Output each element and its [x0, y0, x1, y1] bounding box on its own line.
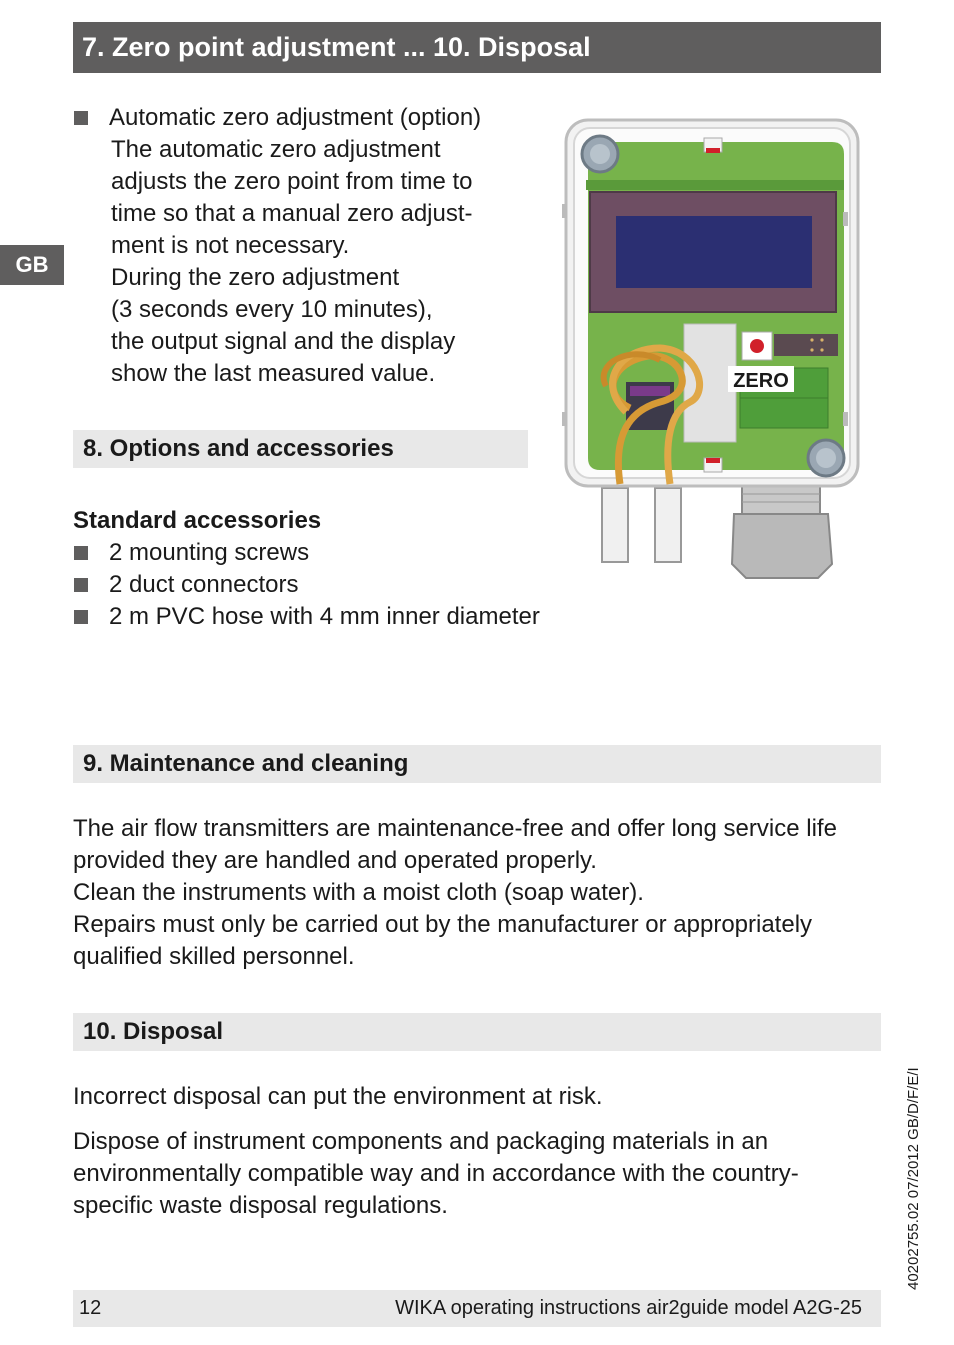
maintenance-line: The air flow transmitters are maintenance-free and offer long service life: [73, 815, 837, 842]
section-8-heading: 8. Options and accessories: [73, 430, 528, 468]
maintenance-line: Repairs must only be carried out by the manufacturer or appropriately: [73, 911, 813, 938]
section-10-heading: 10. Disposal: [73, 1013, 881, 1051]
page-header: 7. Zero point adjustment ... 10. Disposal: [73, 22, 881, 73]
zero-adjust-line: The automatic zero adjustment: [111, 136, 441, 163]
zero-adjust-line: adjusts the zero point from time to: [111, 168, 473, 195]
maintenance-line: Clean the instruments with a moist cloth (soap water).: [73, 879, 644, 906]
zero-adjust-line: ment is not necessary.: [111, 232, 350, 259]
footer-doc-title: WIKA operating instructions air2guide model A2G-25: [395, 1297, 862, 1319]
maintenance-line: qualified skilled personnel.: [73, 943, 355, 970]
disposal-line: specific waste disposal regulations.: [73, 1192, 448, 1219]
zero-adjust-line: (3 seconds every 10 minutes),: [111, 296, 433, 323]
page-footer: [73, 1290, 881, 1327]
accessory-item: 2 mounting screws: [109, 539, 310, 566]
document-code: 40202755.02 07/2012 GB/D/F/E/I: [905, 1067, 922, 1290]
disposal-line: environmentally compatible way and in accordance with the country-: [73, 1160, 799, 1187]
maintenance-line: provided they are handled and operated properly.: [73, 847, 597, 874]
zero-adjust-line: During the zero adjustment: [111, 264, 400, 291]
accessory-item: 2 duct connectors: [109, 571, 299, 598]
language-tab: GB: [0, 245, 64, 285]
zero-adjust-line: show the last measured value.: [111, 360, 436, 387]
standard-accessories-heading: Standard accessories: [73, 507, 322, 534]
zero-adjust-line: time so that a manual zero adjust-: [111, 200, 473, 227]
section-9-heading: 9. Maintenance and cleaning: [73, 745, 881, 783]
accessory-item: 2 m PVC hose with 4 mm inner diameter: [109, 603, 540, 630]
bullet-icon: [74, 111, 88, 125]
zero-adjust-heading: Automatic zero adjustment (option): [109, 104, 482, 131]
bullet-icon: [74, 578, 88, 592]
page-number: 12: [79, 1297, 102, 1319]
zero-label: ZERO: [733, 370, 789, 392]
maintenance-text: [73, 813, 888, 973]
zero-adjust-line: the output signal and the display: [111, 328, 456, 355]
disposal-text: [73, 1126, 888, 1222]
disposal-warning: Incorrect disposal can put the environment at risk.: [73, 1083, 603, 1110]
bullet-icon: [74, 610, 88, 624]
bullet-icon: [74, 546, 88, 560]
device-illustration: [560, 112, 866, 584]
disposal-line: Dispose of instrument components and packaging materials in an: [73, 1128, 769, 1155]
